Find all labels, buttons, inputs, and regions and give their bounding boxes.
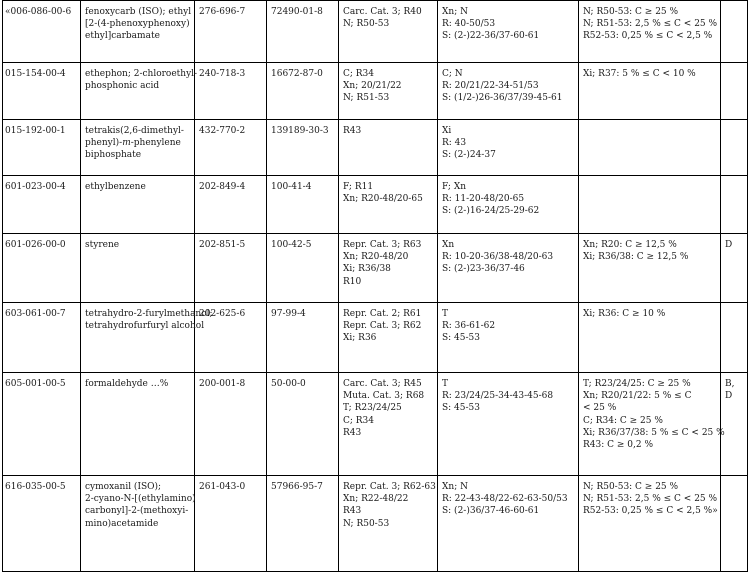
concentration-limit-line: Xi; R36/38: C ≥ 12,5 % <box>583 252 689 263</box>
classification-line: F; R11 <box>343 182 374 192</box>
cell-ec-number: 240-718-3 <box>195 63 267 120</box>
concentration-limit-line: Xn; R20: C ≥ 12,5 % <box>583 240 677 250</box>
cell-classification <box>339 476 438 572</box>
classification-line: R43 <box>343 506 362 517</box>
table-row <box>3 176 748 234</box>
cell-index-number: 015-154-00-4 <box>3 63 81 120</box>
cell-index-number: «006-086-00-6 <box>3 1 81 63</box>
cell-notes <box>721 176 748 234</box>
labelling-line: S: (2-)22-36/37-60-61 <box>442 31 540 42</box>
cell-index-number: 601-023-00-4 <box>3 176 81 234</box>
cell-notes: B, D <box>721 373 748 476</box>
cell-notes <box>721 63 748 120</box>
labelling-line: F; Xn <box>442 182 467 192</box>
cell-cas-number: 72490-01-8 <box>267 1 339 63</box>
cell-substance-name <box>81 63 198 120</box>
concentration-limit-line: C; R34: C ≥ 25 % <box>583 415 663 426</box>
cell-concentration-limits <box>579 176 721 234</box>
labelling-line: S: 45-53 <box>442 403 481 414</box>
substance-name-line: tetrakis(2,6-dimethyl- <box>85 126 184 136</box>
substance-name-line: 2-cyano-N-[(ethylamino) <box>85 494 196 505</box>
cell-substance-name <box>81 176 195 234</box>
labelling-line: T <box>442 309 449 319</box>
cell-concentration-limits <box>579 373 725 476</box>
labelling-line: S: (1/2-)26-36/37/39-45-61 <box>442 93 563 104</box>
substance-name-line: ethyl]carbamate <box>85 31 160 42</box>
concentration-limit-line: Xi; R37: 5 % ≤ C < 10 % <box>583 69 696 79</box>
cell-labelling <box>438 1 579 63</box>
concentration-limit-line: < 25 % <box>583 403 617 414</box>
substance-name-line: phenyl)-m-phenylene <box>85 138 181 149</box>
substance-name-line: fenoxycarb (ISO); ethyl <box>85 7 192 17</box>
cell-labelling <box>438 373 579 476</box>
substance-name-line: cymoxanil (ISO); <box>85 482 162 492</box>
classification-line: T; R23/24/25 <box>343 403 402 414</box>
substance-name-line: phosphonic acid <box>85 81 160 92</box>
cell-classification <box>339 303 438 373</box>
labelling-line: S: (2-)24-37 <box>442 150 496 161</box>
labelling-line: S: (2-)23-36/37-46 <box>442 264 525 275</box>
cell-index-number: 616-035-00-5 <box>3 476 81 572</box>
cell-classification <box>339 1 438 63</box>
substance-name-line: biphosphate <box>85 150 142 161</box>
cell-notes <box>721 303 748 373</box>
cell-ec-number: 202-849-4 <box>195 176 267 234</box>
cell-ec-number: 202-625-6 <box>195 303 267 373</box>
cell-cas-number: 50-00-0 <box>267 373 339 476</box>
cell-index-number: 015-192-00-1 <box>3 120 81 176</box>
cell-classification <box>339 373 438 476</box>
cell-notes <box>721 476 748 572</box>
cell-substance-name <box>81 1 195 63</box>
classification-line: N; R50-53 <box>343 19 390 30</box>
cell-substance-name <box>81 234 195 303</box>
cell-notes <box>721 1 748 63</box>
classification-line: Repr. Cat. 2; R61 <box>343 309 422 319</box>
cell-index-number: 605-001-00-5 <box>3 373 81 476</box>
table-row <box>3 1 748 63</box>
cell-concentration-limits <box>579 234 721 303</box>
cell-cas-number: 139189-30-3 <box>267 120 339 176</box>
concentration-limit-line: R52-53: 0,25 % ≤ C < 2,5 %» <box>583 506 718 517</box>
classification-line: N; R50-53 <box>343 518 390 529</box>
cell-cas-number: 57966-95-7 <box>267 476 339 572</box>
labelling-line: R: 23/24/25-34-43-45-68 <box>442 391 554 402</box>
classification-line: C; R34 <box>343 69 375 79</box>
concentration-limit-line: R43: C ≥ 0,2 % <box>583 440 653 451</box>
labelling-line: C; N <box>442 69 463 79</box>
classification-line: Xi; R36 <box>343 333 377 344</box>
cell-concentration-limits <box>579 1 721 63</box>
labelling-line: R: 36-61-62 <box>442 321 496 332</box>
cell-ec-number: 202-851-5 <box>195 234 267 303</box>
classification-line: Repr. Cat. 3; R63 <box>343 240 422 250</box>
labelling-line: Xn; N <box>442 7 468 17</box>
concentration-limit-line: N; R51-53: 2,5 % ≤ C < 25 % <box>583 494 718 505</box>
cell-classification <box>339 63 438 120</box>
labelling-line: Xn <box>442 240 455 250</box>
labelling-line: Xn; N <box>442 482 468 492</box>
cell-labelling <box>438 120 579 176</box>
cell-index-number: 603-061-00-7 <box>3 303 81 373</box>
substance-name-line: styrene <box>85 240 120 250</box>
classification-line: Carc. Cat. 3; R40 <box>343 7 422 17</box>
labelling-line: R: 11-20-48/20-65 <box>442 194 525 205</box>
cell-substance-name <box>81 303 213 373</box>
substance-table <box>2 0 748 572</box>
cell-substance-name <box>81 120 195 176</box>
cell-labelling <box>438 476 579 572</box>
concentration-limit-line: Xn; R20/21/22: 5 % ≤ C <box>583 391 692 402</box>
classification-line: R43 <box>343 427 362 438</box>
cell-labelling <box>438 176 579 234</box>
classification-line: Xn; R20-48/20 <box>343 252 409 263</box>
labelling-line: S: (2-)16-24/25-29-62 <box>442 206 540 217</box>
cell-classification <box>339 176 438 234</box>
classification-line: Muta. Cat. 3; R68 <box>343 391 425 402</box>
cell-cas-number: 100-42-5 <box>267 234 339 303</box>
classification-line: Repr. Cat. 3; R62-63 <box>343 482 436 492</box>
substance-name-line: formaldehyde …% <box>85 379 169 389</box>
cell-substance-name <box>81 373 195 476</box>
substance-name-line: mino)acetamide <box>85 518 159 529</box>
table-row <box>3 120 748 176</box>
cell-notes <box>721 120 748 176</box>
cell-classification <box>339 234 438 303</box>
substance-name-line: ethylbenzene <box>85 182 146 192</box>
cell-labelling <box>438 63 579 120</box>
labelling-line: R: 22-43-48/22-62-63-50/53 <box>442 494 568 505</box>
concentration-limit-line: N; R50-53: C ≥ 25 % <box>583 482 679 492</box>
labelling-line: R: 43 <box>442 138 467 149</box>
labelling-line: R: 40-50/53 <box>442 19 496 30</box>
table-row <box>3 234 748 303</box>
classification-line: N; R51-53 <box>343 93 390 104</box>
cell-classification <box>339 120 438 176</box>
substance-name-line: tetrahydrofurfuryl alcohol <box>85 321 205 332</box>
labelling-line: S: (2-)36/37-46-60-61 <box>442 506 540 517</box>
cell-ec-number: 261-043-0 <box>195 476 267 572</box>
classification-line: Xn; R22-48/22 <box>343 494 409 505</box>
cell-notes: D <box>721 234 748 303</box>
substance-name-line: ethephon; 2-chloroethyl- <box>85 69 198 79</box>
concentration-limit-line: Xi; R36/37/38: 5 % ≤ C < 25 % <box>583 427 725 438</box>
cell-cas-number: 100-41-4 <box>267 176 339 234</box>
cell-substance-name <box>81 476 195 572</box>
concentration-limit-line: R52-53: 0,25 % ≤ C < 2,5 % <box>583 31 713 42</box>
classification-line: C; R34 <box>343 415 375 426</box>
concentration-limit-line: N; R50-53: C ≥ 25 % <box>583 7 679 17</box>
concentration-limit-line: T; R23/24/25: C ≥ 25 % <box>583 379 691 389</box>
labelling-line: Xi <box>442 126 452 136</box>
concentration-limit-line: N; R51-53: 2,5 % ≤ C < 25 % <box>583 19 718 30</box>
labelling-line: R: 20/21/22-34-51/53 <box>442 81 539 92</box>
labelling-line: T <box>442 379 449 389</box>
cell-labelling <box>438 303 579 373</box>
classification-line: Repr. Cat. 3; R62 <box>343 321 422 332</box>
classification-line: R43 <box>343 126 362 136</box>
table-row <box>3 373 748 476</box>
cell-concentration-limits <box>579 303 721 373</box>
cell-ec-number: 200-001-8 <box>195 373 267 476</box>
substance-name-line: tetrahydro-2-furylmethanol; <box>85 309 213 319</box>
cell-concentration-limits <box>579 63 721 120</box>
classification-line: Xn; R20-48/20-65 <box>343 194 423 205</box>
cell-index-number: 601-026-00-0 <box>3 234 81 303</box>
cell-concentration-limits <box>579 476 721 572</box>
table-row <box>3 476 748 572</box>
cell-ec-number: 276-696-7 <box>195 1 267 63</box>
classification-line: Carc. Cat. 3; R45 <box>343 379 422 389</box>
labelling-line: R: 10-20-36/38-48/20-63 <box>442 252 554 263</box>
table-body <box>3 1 748 572</box>
classification-line: R10 <box>343 276 362 287</box>
classification-line: Xn; 20/21/22 <box>343 81 402 92</box>
cell-cas-number: 16672-87-0 <box>267 63 339 120</box>
substance-name-line: [2-(4-phenoxyphenoxy) <box>85 19 190 30</box>
labelling-line: S: 45-53 <box>442 333 481 344</box>
cell-cas-number: 97-99-4 <box>267 303 339 373</box>
cell-ec-number: 432-770-2 <box>195 120 267 176</box>
cell-labelling <box>438 234 579 303</box>
classification-line: Xi; R36/38 <box>343 264 391 275</box>
cell-concentration-limits <box>579 120 721 176</box>
table-row <box>3 63 748 120</box>
table-row <box>3 303 748 373</box>
concentration-limit-line: Xi; R36: C ≥ 10 % <box>583 309 666 319</box>
substance-name-line: carbonyl]-2-(methoxyi- <box>85 506 189 517</box>
